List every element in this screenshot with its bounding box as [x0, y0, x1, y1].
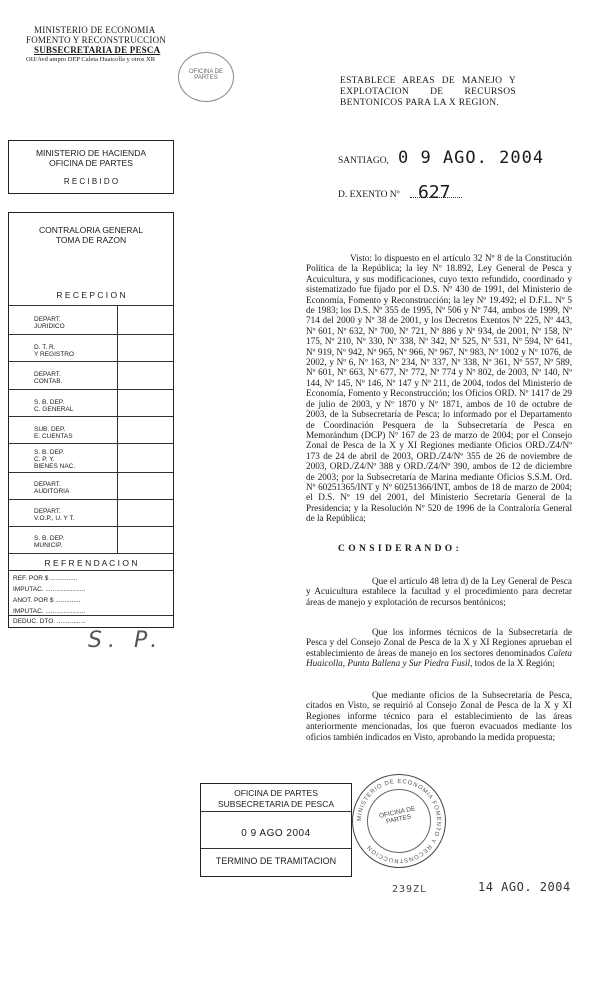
footer-date: 14 AGO. 2004 [478, 880, 571, 894]
hacienda-received: R E C I B I D O [63, 177, 119, 186]
footer-code: 239ZL [392, 884, 428, 895]
ref-row-5: DEDUC. DTO. ................ [13, 618, 86, 625]
subsecretaria-name: SUBSECRETARIA DE PESCA [34, 45, 161, 55]
decree-number: 627 [418, 182, 451, 203]
ref-row-1: REF. POR $ ............... [13, 575, 78, 582]
stamp-termino: TERMINO DE TRAMITACION [215, 856, 337, 866]
stamp-subsecretaria: SUBSECRETARIA DE PESCA [217, 799, 335, 809]
hacienda-stamp [8, 140, 174, 194]
file-reference: OIJ/Avd ampro DEP Caleta Huaicolla y otros XR [26, 56, 156, 63]
place-label: SANTIAGO, [338, 156, 389, 166]
contraloria-title: CONTRALORIA GENERAL [39, 225, 143, 235]
row-c-general: S. B. DEP. C. GENERAL [34, 399, 74, 413]
decree-date: 0 9 AGO. 2004 [398, 148, 545, 168]
stamp-office: OFICINA DE PARTES [234, 788, 318, 798]
decree-number-label: D. EXENTO Nº [338, 190, 400, 200]
ref-row-3: ANOT. POR $ .............. [13, 597, 81, 604]
toma-razon: TOMA DE RAZON [55, 235, 127, 245]
considerando-3: Que mediante oficios de la Subsecretaría de Pesca, citados en Visto, se requirió al Consejo Zonal de Pesca de la X y XI Regiones informe técnico para el establecimiento de las áreas anteriormente mencionadas, los que fueron evacuados mediante los oficios también indicados en Visto, aprobando la medida propuesta; [306, 690, 572, 742]
row-registro: D. T. R. Y REGISTRO [34, 344, 74, 358]
oficina-partes-stamp [200, 783, 352, 877]
contraloria-box [8, 212, 174, 628]
seal-center-text: OFICINA DE PARTES [378, 805, 417, 826]
considerando-heading: C O N S I D E R A N D O : [338, 544, 460, 554]
small-round-stamp [178, 52, 234, 102]
row-bienes: S. B. DEP. C. P. Y. BIENES NAC. [34, 449, 76, 470]
refrendacion-label: R E F R E N D A C I O N [44, 558, 138, 568]
row-municip: S. B. DEP. MUNICIP. [34, 535, 65, 549]
row-vop: DEPART. V.O.P., U. Y T. [34, 508, 75, 522]
hacienda-line1: MINISTERIO DE HACIENDA [35, 148, 147, 158]
ref-row-4: IMPUTAC. ...................... [13, 608, 86, 615]
ministry-name: MINISTERIO DE ECONOMIA [34, 25, 156, 35]
row-juridico: DEPART. JURIDICO [34, 316, 65, 330]
decree-title: ESTABLECE AREAS DE MANEJO Y EXPLOTACION DE RECURSOS BENTONICOS PARA LA X REGION. [340, 76, 516, 108]
round-seal [352, 774, 446, 868]
visto-paragraph: Visto: lo dispuesto en el artículo 32 Nº 8 de la Constitución Política de la República; la ley Nº 18.892, Ley General de Pesca y Acuicultura, y sus modificaciones, cuyo texto refundido, coordinado y sistematizado fue fijado por el D.S. Nº 430 de 1991, del Ministerio de Economía, Fomento y Reconstrucción; la ley Nº 19.492; el D.F.L. Nº 5 de 1983; los D.S. Nº 355 de 1995, Nº 506 y Nº 744, ambos de 1999, Nº 714 del 2000 y Nº 38 de 2001, y los Decretos Exentos Nº 225, Nº 443, Nº 601, Nº 632, Nº 700, Nº 721, Nº 886 y Nº 934, de 2001, Nº 158, Nº 175, Nº 210, Nº 330, Nº 338, Nº 342, Nº 525, Nº 531, Nº 594, Nº 641, Nº 919, Nº 942, Nº 965, Nº 966, Nº 967, Nº 983, Nº 1002 y Nº 1076, de 2002, y Nº 6, Nº 163, Nº 234, Nº 337, Nº 338, Nº 361, Nº 557, Nº 589, Nº 601, Nº 663, Nº 677, Nº 772, Nº 774 y Nº 802, de 2003, Nº 140, Nº 144, Nº 145, Nº 146, Nº 147 y Nº 211, de 2004, todos del Ministerio de Economía, Fomento y Reconstrucción; los Oficios ORD. Nº 1417 de 29 de julio de 2003, y Nº 1870 y Nº 1871, ambos de 10 de octubre de 2003, de la Subsecretaría de Pesca; lo informado por el Departamento de Coordinación Pesquera de la Subsecretaría de Pesca en Memorándum (DCP) Nº 167 de 23 de marzo de 2004; por el Consejo Zonal de Pesca de la X y XI Regiones mediante Oficios ORD./Z4/Nº 173 de 24 de abril de 2003, ORD./Z4/Nº 355 de 26 de noviembre de 2003, ORD./Z4/Nº 388 y ORD./Z4/Nº 390, ambos de 12 de diciembre de 2003; por la Subsecretaría de Marina mediante Oficios S.S.M. Ord. Nº 60251365/INT y Nº 60251366/INT, ambos de 18 de marzo de 2004; el D.S. Nº 19 del 2001, del Ministerio Secretaría General de la Presidencia; y la Resolución Nº 520 de 1996 de la Contraloría General de la República; [306, 253, 572, 524]
hacienda-line2: OFICINA DE PARTES [49, 158, 133, 168]
considerando-1: Que el artículo 48 letra d) de la Ley General de Pesca y Acuicultura establece la facultad y el procedimiento para decretar áreas de manejo y explotación de recursos bentónicos; [306, 576, 572, 607]
stamp-date: 0 9 AGO 2004 [241, 828, 311, 839]
ref-row-2: IMPUTAC. ...................... [13, 586, 86, 593]
row-cuentas: SUB. DEP. E. CUENTAS [34, 426, 73, 440]
svg-text:MINISTERIO DE ECONOMIA FOMENTO: MINISTERIO DE ECONOMIA FOMENTO Y RECONSTRUCCION [356, 778, 442, 864]
recepcion-label: R E C E P C I O N [56, 290, 126, 300]
sectors-names: Caleta Huaicolla, Punta Ballena y Sur Piedra Fusil [306, 647, 572, 669]
considerando-2: Que los informes técnicos de la Subsecretaría de Pesca y del Consejo Zonal de Pesca de la X y XI Regiones aprueban el establecimiento de áreas de manejo en los sectores denominados Caleta Huaicolla, Punta Ballena y Sur Piedra Fusil, todos de la X Región; [306, 627, 572, 669]
ministry-subtitle: FOMENTO Y RECONSTRUCCION [26, 35, 166, 45]
small-stamp-text: OFICINA DE PARTES [188, 69, 223, 81]
handwritten-initials: S. P. [88, 628, 164, 653]
row-contab: DEPART. CONTAB. [34, 371, 63, 385]
row-auditoria: DEPART. AUDITORIA [34, 481, 70, 495]
